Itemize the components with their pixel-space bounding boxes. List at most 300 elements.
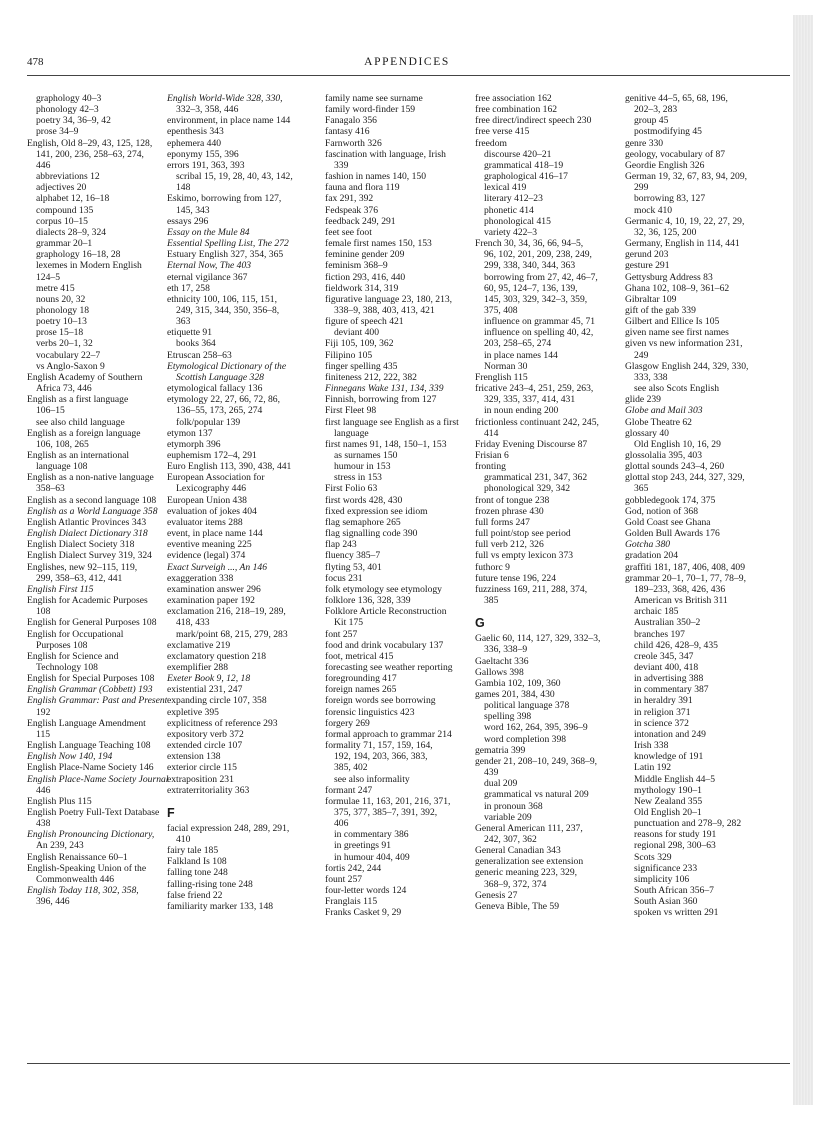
index-entry: glottal stop 243, 244, 327, 329,: [625, 472, 745, 484]
index-subentry: reasons for study 191: [634, 829, 717, 841]
index-entry: Filipino 105: [325, 349, 373, 361]
index-subentry: in science 372: [634, 717, 689, 729]
index-entry: English for Science and: [27, 650, 119, 662]
index-subentry: mock 410: [634, 204, 673, 216]
index-subentry: simplicity 106: [634, 873, 690, 885]
index-entry: Gettysburg Address 83: [625, 271, 713, 283]
index-entry: English, Old 8–29, 43, 125, 128,: [27, 137, 153, 149]
index-subentry: Commonwealth 446: [36, 873, 115, 885]
index-entry: gift of the gab 339: [625, 304, 696, 316]
index-entry: genre 330: [625, 137, 664, 149]
index-entry: Golden Bull Awards 176: [625, 528, 720, 540]
index-subentry: political language 378: [484, 700, 570, 712]
index-entry: eternal vigilance 367: [167, 271, 248, 283]
index-entry: etymorph 396: [167, 438, 221, 450]
index-subentry: 189–233, 368, 426, 436: [634, 583, 726, 595]
index-subentry: 385: [484, 595, 499, 607]
index-entry: formal approach to grammar 214: [325, 728, 452, 740]
index-entry: etiquette 91: [167, 327, 213, 339]
index-entry: forgery 269: [325, 717, 370, 729]
index-entry: General Canadian 343: [475, 845, 561, 857]
section-letter: F: [167, 805, 175, 820]
index-subentry: grammatical vs natural 209: [484, 789, 589, 801]
index-subentry: grammatical 418–19: [484, 159, 564, 171]
index-entry: Gaelic 60, 114, 127, 329, 332–3,: [475, 633, 601, 645]
index-subentry: dialects 28–9, 324: [36, 226, 107, 238]
index-entry: Gambia 102, 109, 360: [475, 677, 561, 689]
index-entry: English Pronouncing Dictionary,: [27, 829, 155, 841]
index-columns: [27, 93, 797, 1058]
index-entry: frictionless continuant 242, 245,: [475, 416, 599, 428]
index-entry: fascination with language, Irish: [325, 148, 446, 160]
index-subentry: adjectives 20: [36, 182, 87, 194]
index-entry: Germanic 4, 10, 19, 22, 27, 29,: [625, 215, 745, 227]
index-subentry: vocabulary 22–7: [36, 349, 101, 361]
index-entry: God, notion of 368: [625, 505, 699, 517]
index-subentry: 192, 194, 203, 366, 383,: [334, 751, 428, 763]
index-subentry: spoken vs written 291: [634, 907, 719, 919]
index-entry: etymon 137: [167, 427, 213, 439]
page-header: [27, 56, 787, 76]
index-subentry: influence on grammar 45, 71: [484, 316, 596, 328]
index-entry: false friend 22: [167, 889, 223, 901]
index-entry: flyting 53, 401: [325, 561, 382, 573]
index-entry: Etymological Dictionary of the: [167, 360, 287, 372]
index-subentry: lexemes in Modern English: [36, 260, 142, 272]
index-entry: free combination 162: [475, 104, 558, 116]
index-entry: folklore 136, 328, 339: [325, 595, 411, 607]
index-entry: Fanagalo 356: [325, 115, 377, 127]
index-subentry: folk/popular 139: [176, 416, 241, 428]
index-entry: extension 138: [167, 751, 221, 763]
index-subentry: 396, 446: [36, 896, 70, 908]
index-entry: flag semaphore 265: [325, 516, 401, 528]
index-entry: female first names 150, 153: [325, 238, 432, 250]
index-entry: English for General Purposes 108: [27, 617, 157, 629]
index-entry: Gilbert and Ellice Is 105: [625, 316, 720, 328]
index-entry: English Grammar: Past and Present: [27, 695, 168, 707]
index-entry: epenthesis 343: [167, 126, 224, 138]
index-subentry: Lexicography 446: [176, 483, 247, 495]
index-subentry: branches 197: [634, 628, 685, 640]
index-entry: formulae 11, 163, 201, 216, 371,: [325, 795, 451, 807]
index-subentry: 108: [36, 606, 51, 618]
index-subentry: in greetings 91: [334, 840, 392, 852]
index-subentry: New Zealand 355: [634, 795, 703, 807]
index-entry: gender 21, 208–10, 249, 368–9,: [475, 755, 598, 767]
index-entry: font 257: [325, 628, 358, 640]
index-entry: exterior circle 115: [167, 762, 237, 774]
index-entry: English Dialect Society 318: [27, 539, 135, 551]
section-letter: G: [475, 616, 485, 631]
index-column-4: [475, 93, 625, 1058]
index-subentry: 32, 36, 125, 200: [634, 226, 697, 238]
index-subentry: Technology 108: [36, 661, 98, 673]
index-subentry: 203, 258–65, 274: [484, 338, 552, 350]
index-entry: explicitness of reference 293: [167, 717, 278, 729]
index-entry: Geneva Bible, The 59: [475, 900, 560, 912]
index-subentry: Middle English 44–5: [634, 773, 716, 785]
index-entry: first words 428, 430: [325, 494, 403, 506]
index-entry: given vs new information 231,: [625, 338, 743, 350]
index-entry: figurative language 23, 180, 213,: [325, 293, 453, 305]
index-entry: four-letter words 124: [325, 885, 407, 897]
index-entry: fount 257: [325, 873, 363, 885]
index-subentry: word 162, 264, 395, 396–9: [484, 722, 588, 734]
index-subentry: metre 415: [36, 282, 75, 294]
index-entry: Franglais 115: [325, 896, 378, 908]
index-entry: feminine gender 209: [325, 249, 405, 261]
index-entry: English Language Teaching 108: [27, 740, 151, 752]
index-entry: English First 115: [27, 583, 94, 595]
index-entry: Geordie English 326: [625, 159, 705, 171]
index-entry: errors 191, 363, 393: [167, 159, 245, 171]
index-entry: frozen phrase 430: [475, 505, 544, 517]
index-subentry: grammatical 231, 347, 362: [484, 472, 588, 484]
index-subentry: graphology 16–18, 28: [36, 249, 121, 261]
index-entry: English Atlantic Provinces 343: [27, 516, 147, 528]
index-subentry: phonology 42–3: [36, 104, 99, 116]
index-entry: focus 231: [325, 572, 363, 584]
index-entry: glossolalia 395, 403: [625, 450, 703, 461]
index-subentry: in place names 144: [484, 349, 558, 361]
index-entry: Frenglish 115: [475, 371, 528, 383]
index-entry: First Fleet 98: [325, 405, 377, 417]
index-entry: Gotcha 380: [625, 539, 671, 551]
index-entry: fieldwork 314, 319: [325, 282, 399, 294]
index-subentry: 339: [334, 159, 349, 171]
index-subentry: literary 412–23: [484, 193, 543, 205]
index-subentry: as surnames 150: [334, 450, 398, 461]
index-column-2: [167, 93, 317, 1058]
index-entry: Gibraltar 109: [625, 293, 677, 305]
index-entry: Fiji 105, 109, 362: [325, 338, 394, 350]
index-subentry: 446: [36, 159, 51, 171]
index-entry: European Union 438: [167, 494, 247, 506]
index-subentry: 446: [36, 784, 51, 796]
index-subentry: see also Scots English: [634, 383, 720, 395]
index-entry: expository verb 372: [167, 728, 244, 740]
index-entry: feminism 368–9: [325, 260, 388, 272]
page-number: 478: [27, 56, 44, 68]
footer-rule: [27, 1063, 790, 1064]
index-entry: English Poetry Full-Text Database: [27, 807, 160, 818]
index-subentry: in commentary 387: [634, 684, 709, 696]
index-entry: Glasgow English 244, 329, 330,: [625, 360, 749, 372]
index-subentry: regional 298, 300–63: [634, 840, 716, 852]
index-subentry: language 108: [36, 461, 88, 473]
index-entry: extended circle 107: [167, 740, 243, 752]
index-entry: English Language Amendment: [27, 717, 146, 729]
index-entry: English Today 118, 302, 358,: [27, 885, 139, 897]
index-entry: First Folio 63: [325, 483, 378, 495]
index-subentry: intonation and 249: [634, 728, 706, 740]
index-subentry: 145, 303, 329, 342–3, 359,: [484, 293, 588, 305]
index-entry: geology, vocabulary of 87: [625, 148, 726, 160]
index-subentry: mythology 190–1: [634, 784, 702, 796]
index-subentry: borrowing 83, 127: [634, 193, 706, 205]
index-subentry: 418, 433: [176, 617, 210, 629]
index-entry: English as a second language 108: [27, 494, 157, 506]
index-entry: Estuary English 327, 354, 365: [167, 249, 284, 261]
index-entry: exclamative 219: [167, 639, 231, 651]
index-entry: Euro English 113, 390, 438, 441: [167, 461, 292, 473]
index-entry: existential 231, 247: [167, 684, 243, 696]
index-entry: free direct/indirect speech 230: [475, 115, 592, 127]
index-entry: glossary 40: [625, 427, 669, 439]
index-entry: expletive 395: [167, 706, 219, 718]
index-entry: family name see surname: [325, 93, 423, 104]
index-entry: fiction 293, 416, 440: [325, 271, 406, 283]
index-subentry: stress in 153: [334, 472, 382, 484]
index-subentry: prose 34–9: [36, 126, 79, 138]
index-subentry: nouns 20, 32: [36, 293, 86, 305]
index-entry: forensic linguistics 423: [325, 706, 415, 718]
index-entry: gematria 399: [475, 744, 526, 756]
scan-edge-strip: [793, 15, 813, 1105]
index-entry: fantasy 416: [325, 126, 370, 138]
index-entry: Genesis 27: [475, 889, 518, 901]
index-subentry: deviant 400: [334, 327, 380, 339]
index-entry: English as a foreign language: [27, 427, 141, 439]
index-entry: foreign names 265: [325, 684, 397, 696]
index-entry: English for Academic Purposes: [27, 595, 148, 607]
index-entry: Folklore Article Reconstruction: [325, 606, 447, 618]
index-entry: flag signalling code 390: [325, 528, 418, 540]
index-entry: forecasting see weather reporting: [325, 661, 453, 673]
index-entry: Globe Theatre 62: [625, 416, 692, 428]
index-subentry: Scots 329: [634, 851, 672, 863]
index-subentry: in noun ending 200: [484, 405, 559, 417]
index-entry: eth 17, 258: [167, 282, 210, 294]
index-entry: exclamatory question 218: [167, 650, 267, 662]
index-entry: fixed expression see idiom: [325, 505, 428, 517]
index-entry: foreign words see borrowing: [325, 695, 436, 707]
index-subentry: see also informality: [334, 773, 410, 785]
index-subentry: Africa 73, 446: [36, 383, 92, 395]
index-entry: Eskimo, borrowing from 127,: [167, 193, 282, 205]
index-subentry: 365: [634, 483, 649, 495]
index-subentry: variety 422–3: [484, 226, 538, 238]
index-subentry: Purposes 108: [36, 639, 88, 651]
index-entry: falling tone 248: [167, 867, 228, 879]
index-entry: Finnegans Wake 131, 134, 339: [325, 383, 444, 395]
index-entry: Franks Casket 9, 29: [325, 907, 402, 919]
index-subentry: 141, 200, 236, 258–63, 274,: [36, 148, 144, 160]
index-entry: gradation 204: [625, 550, 679, 562]
index-entry: freedom: [475, 137, 507, 149]
index-subentry: Old English 10, 16, 29: [634, 438, 721, 450]
index-entry: English Grammar (Cobbett) 193: [27, 684, 153, 696]
index-subentry: 358–63: [36, 483, 65, 495]
index-subentry: Kit 175: [334, 617, 364, 629]
index-subentry: Scottish Language 328: [176, 371, 264, 383]
index-entry: exaggeration 338: [167, 572, 234, 584]
index-entry: ephemera 440: [167, 137, 222, 149]
index-subentry: 148: [176, 182, 191, 194]
index-entry: General American 111, 237,: [475, 822, 583, 834]
index-subentry: verbs 20–1, 32: [36, 338, 93, 350]
index-subentry: 329, 335, 337, 414, 431: [484, 394, 576, 406]
index-subentry: child 426, 428–9, 435: [634, 639, 718, 651]
index-entry: gerund 203: [625, 249, 669, 261]
index-subentry: phonology 18: [36, 304, 90, 316]
index-entry: English Dialect Survey 319, 324: [27, 550, 152, 562]
index-column-5: [625, 93, 775, 1058]
index-entry: familiarity marker 133, 148: [167, 900, 274, 912]
index-entry: euphemism 172–4, 291: [167, 450, 257, 461]
index-entry: English as an international: [27, 450, 130, 461]
index-entry: fauna and flora 119: [325, 182, 400, 194]
index-entry: gobbledegook 174, 375: [625, 494, 716, 506]
index-entry: Etruscan 258–63: [167, 349, 232, 361]
index-entry: full forms 247: [475, 516, 530, 528]
index-entry: English Place-Name Society 146: [27, 762, 154, 774]
index-entry: examination answer 296: [167, 583, 261, 595]
index-subentry: Old English 20–1: [634, 807, 702, 818]
index-entry: finiteness 212, 222, 382: [325, 371, 417, 383]
index-subentry: 375, 408: [484, 304, 518, 316]
index-entry: Ghana 102, 108–9, 361–62: [625, 282, 730, 294]
index-entry: essays 296: [167, 215, 209, 227]
index-subentry: word completion 398: [484, 733, 567, 745]
index-subentry: poetry 10–13: [36, 316, 87, 328]
index-subentry: in religion 371: [634, 706, 691, 718]
index-entry: facial expression 248, 289, 291,: [167, 822, 290, 834]
index-subentry: 363: [176, 316, 191, 328]
index-subentry: creole 345, 347: [634, 650, 694, 662]
index-entry: Englishes, new 92–115, 119,: [27, 561, 138, 573]
index-entry: Essential Spelling List, The 272: [167, 238, 289, 250]
index-entry: fronting: [475, 461, 506, 473]
index-subentry: 192: [36, 706, 51, 718]
index-entry: English for Special Purposes 108: [27, 673, 155, 685]
index-entry: free association 162: [475, 93, 552, 104]
index-subentry: American vs British 311: [634, 595, 728, 607]
index-entry: evaluation of jokes 404: [167, 505, 257, 517]
index-subentry: discourse 420–21: [484, 148, 552, 160]
index-entry: fricative 243–4, 251, 259, 263,: [475, 383, 594, 395]
index-entry: Friday Evening Discourse 87: [475, 438, 588, 450]
index-entry: full point/stop see period: [475, 528, 571, 540]
index-subentry: in pronoun 368: [484, 800, 543, 812]
index-entry: graffiti 181, 187, 406, 408, 409: [625, 561, 746, 573]
index-entry: evidence (legal) 374: [167, 550, 246, 562]
index-entry: generalization see extension: [475, 856, 584, 868]
index-subentry: 202–3, 283: [634, 104, 678, 116]
index-entry: folk etymology see etymology: [325, 583, 442, 595]
index-subentry: 299: [634, 182, 649, 194]
index-subentry: 438: [36, 818, 51, 830]
index-entry: future tense 196, 224: [475, 572, 556, 584]
index-subentry: vs Anglo-Saxon 9: [36, 360, 105, 372]
index-entry: English Plus 115: [27, 795, 92, 807]
index-entry: environment, in place name 144: [167, 115, 291, 127]
index-entry: European Association for: [167, 472, 265, 484]
index-entry: Eternal Now, The 403: [167, 260, 252, 272]
index-entry: Falkland Is 108: [167, 856, 227, 868]
index-entry: event, in place name 144: [167, 528, 263, 540]
index-entry: extraterritoriality 363: [167, 784, 250, 796]
index-entry: Germany, English in 114, 441: [625, 238, 740, 250]
index-subentry: alphabet 12, 16–18: [36, 193, 110, 205]
index-subentry: 249, 315, 344, 350, 356–8,: [176, 304, 280, 316]
index-subentry: 106, 108, 265: [36, 438, 89, 450]
index-subentry: 106–15: [36, 405, 65, 417]
index-subentry: South African 356–7: [634, 885, 714, 897]
index-subentry: punctuation and 278–9, 282: [634, 818, 742, 830]
index-entry: games 201, 384, 430: [475, 688, 555, 700]
index-entry: formality 71, 157, 159, 164,: [325, 740, 433, 752]
index-subentry: 299, 338, 340, 344, 363: [484, 260, 576, 272]
index-subentry: knowledge of 191: [634, 751, 704, 763]
index-entry: figure of speech 421: [325, 316, 404, 328]
index-entry: falling-rising tone 248: [167, 878, 253, 890]
index-subentry: Norman 30: [484, 360, 528, 372]
index-subentry: phonetic 414: [484, 204, 534, 216]
index-subentry: phonological 329, 342: [484, 483, 571, 495]
index-entry: expanding circle 107, 358: [167, 695, 267, 707]
index-entry: English Place-Name Society Journal: [27, 773, 169, 785]
index-entry: fax 291, 392: [325, 193, 374, 205]
index-entry: Frisian 6: [475, 450, 509, 461]
index-subentry: compound 135: [36, 204, 94, 216]
index-entry: foregrounding 417: [325, 673, 397, 685]
index-subentry: mark/point 68, 215, 279, 283: [176, 628, 288, 640]
index-subentry: in advertising 388: [634, 673, 704, 685]
index-subentry: books 364: [176, 338, 216, 350]
index-entry: first language see English as a first: [325, 416, 459, 428]
index-subentry: 414: [484, 427, 499, 439]
index-subentry: scribal 15, 19, 28, 40, 43, 142,: [176, 171, 293, 183]
index-entry: English Dialect Dictionary 318: [27, 528, 148, 540]
index-entry: genitive 44–5, 65, 68, 196,: [625, 93, 728, 104]
index-entry: French 30, 34, 36, 66, 94–5,: [475, 238, 584, 250]
index-entry: English as a World Language 358: [27, 505, 158, 517]
index-entry: full vs empty lexicon 373: [475, 550, 574, 562]
index-entry: evaluator items 288: [167, 516, 243, 528]
index-entry: German 19, 32, 67, 83, 94, 209,: [625, 171, 748, 183]
index-subentry: 375, 377, 385–7, 391, 392,: [334, 807, 438, 818]
index-column-3: [325, 93, 475, 1058]
index-entry: English as a first language: [27, 394, 129, 406]
index-entry: given name see first names: [625, 327, 729, 339]
index-subentry: 249: [634, 349, 649, 361]
index-entry: glide 239: [625, 394, 661, 406]
index-entry: ethnicity 100, 106, 115, 151,: [167, 293, 277, 305]
index-entry: foot, metrical 415: [325, 650, 394, 662]
index-entry: Farnworth 326: [325, 137, 382, 149]
index-entry: extraposition 231: [167, 773, 234, 785]
index-entry: feedback 249, 291: [325, 215, 396, 227]
index-subentry: An 239, 243: [36, 840, 84, 852]
index-subentry: graphology 40–3: [36, 93, 102, 104]
index-entry: glottal sounds 243–4, 260: [625, 461, 725, 473]
index-subentry: abbreviations 12: [36, 171, 100, 183]
index-subentry: 124–5: [36, 271, 60, 283]
index-subentry: 410: [176, 834, 191, 845]
index-subentry: 333, 338: [634, 371, 668, 383]
index-entry: Globe and Mail 303: [625, 405, 703, 417]
index-entry: futhorc 9: [475, 561, 510, 573]
index-entry: English for Occupational: [27, 628, 124, 640]
index-entry: gesture 291: [625, 260, 670, 272]
index-subentry: 299, 358–63, 412, 441: [36, 572, 123, 584]
index-entry: Gold Coast see Ghana: [625, 516, 711, 528]
index-entry: family word-finder 159: [325, 104, 416, 116]
index-entry: eponymy 155, 396: [167, 148, 239, 160]
index-entry: Finnish, borrowing from 127: [325, 394, 437, 406]
